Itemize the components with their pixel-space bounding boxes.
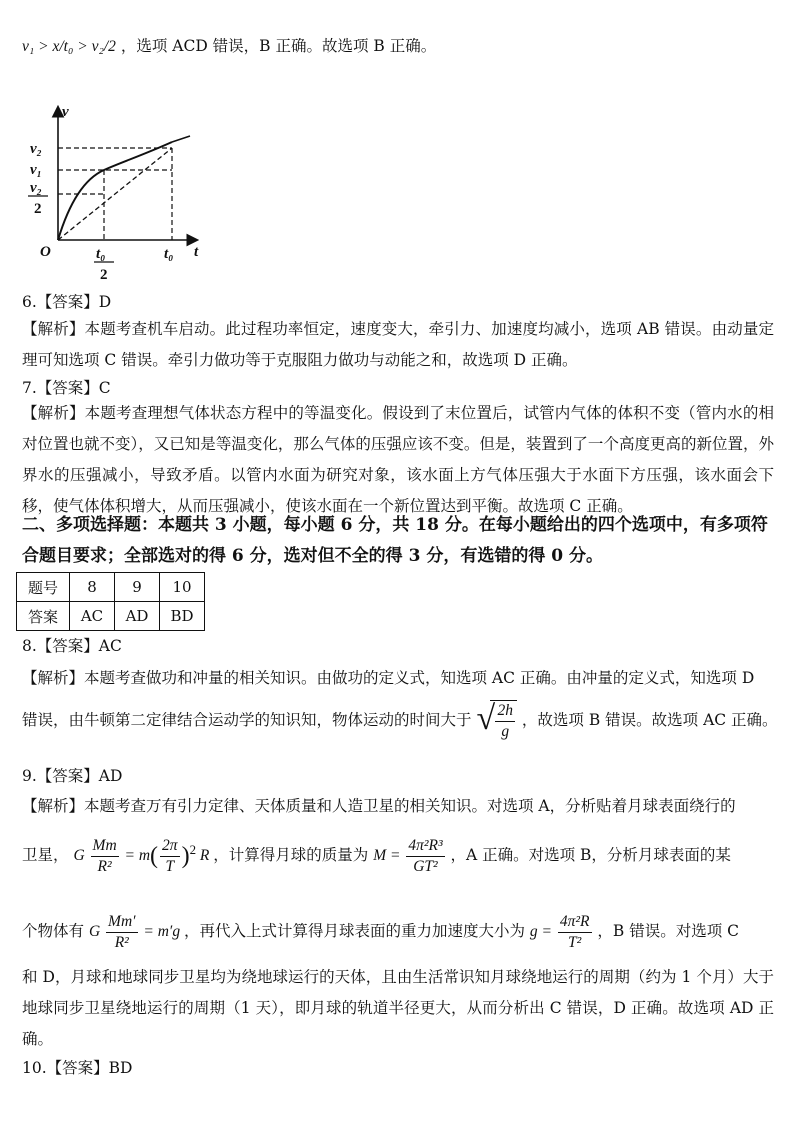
q8-analysis-text-a: 错误，由牛顿第二定律结合运动学的知识知，物体运动的时间大于	[22, 711, 472, 729]
sqrt-expression	[476, 700, 517, 742]
q9-line2-pre: 卫星，	[22, 846, 69, 865]
q6-analysis: 【解析】本题考查机车启动。此过程功率恒定，速度变大，牵引力、加速度均减小，选项 AB 错误。由动量定理可知选项 C 错误。牵引力做功等于克服阻力做功与动能之和，故选项 D 正确。	[22, 320, 774, 369]
q7-analysis: 【解析】本题考查理想气体状态方程中的等温变化。假设到了末位置后，试管内气体的体积不变（管内水的相对位置也就不变），又已知是等温变化，那么气体的压强应该不变。但是，装置到了一个高度更高的新位置，外界水的压强减小，导致矛盾。以管内水面为研究对象，该水面上方气体压强大于水面下方压强，该水面会下移，使气体体积增大，从而压强减小，使该水面在一个新位置达到平衡。故选项 C 正确。	[22, 404, 774, 515]
label-t0: t₀	[164, 246, 174, 262]
table-cell: 8	[70, 573, 115, 602]
q6-answer: 6.【答案】D	[22, 293, 112, 311]
table-cell: AD	[115, 602, 160, 631]
q9-analysis-line1: 【解析】本题考查万有引力定律、天体质量和人造卫星的相关知识。对选项 A，分析贴着月球表面绕行的	[22, 797, 736, 815]
q9-line3-post: ，B 错误。对选项 C	[597, 922, 739, 941]
table-cell: 答案	[17, 602, 70, 631]
extension-line	[172, 136, 190, 142]
table-cell: 9	[115, 573, 160, 602]
label-t-axis: t	[194, 244, 199, 260]
table-row	[17, 573, 205, 602]
q9-line3-mid: ，再代入上式计算得月球表面的重力加速度大小为	[183, 922, 525, 941]
table-cell: 10	[160, 573, 205, 602]
q8-analysis-text-b: ，故选项 B 错误。故选项 AC 正确。	[521, 711, 778, 729]
q9-line3-pre: 个物体有	[22, 922, 85, 941]
table-cell: AC	[70, 602, 115, 631]
q10-answer: 10.【答案】BD	[22, 1059, 133, 1077]
g-equation: g = $\frac{\text{4π²R}}{\text{T²}}$	[529, 913, 590, 951]
label-origin: O	[40, 244, 51, 260]
section2-heading: 二、多项选择题：本题共 3 小题，每小题 6 分，共 18 分。在每小题给出的四个选项中，有多项符合题目要求；全部选对的得 6 分，选对但不全的得 3 分，有选错的得 0 分。	[22, 515, 768, 566]
table-row	[17, 602, 205, 631]
label-half-v2-den: 2	[34, 201, 42, 217]
q9-analysis-line3	[22, 912, 739, 953]
q9-analysis-line2	[22, 836, 731, 877]
q8-analysis-line2	[22, 700, 778, 742]
answer-table	[16, 572, 205, 631]
label-v-axis: v	[62, 104, 69, 120]
mass-equation: M = $\frac{\text{4π²R³}}{\text{GT²}}$	[373, 837, 443, 875]
q7-answer: 7.【答案】C	[22, 379, 111, 397]
label-half-t0-den: 2	[100, 267, 108, 283]
velocity-curve	[58, 142, 172, 240]
table-cell: BD	[160, 602, 205, 631]
q9-line2-mid: ，计算得月球的质量为	[213, 846, 369, 865]
label-half-t0-num: t₀	[96, 246, 106, 262]
q9-answer: 9.【答案】AD	[22, 767, 123, 785]
intro-inequality: v₁ > x/t₀ > v₂/2	[22, 38, 116, 55]
radical-sign: √	[476, 700, 496, 737]
intro-text: ，选项 ACD 错误，B 正确。故选项 B 正确。	[120, 37, 437, 55]
label-v1: v₁	[30, 162, 42, 178]
vt-graph	[18, 100, 208, 290]
label-half-v2-num: v₂	[30, 180, 42, 196]
sqrt-denominator: g	[501, 723, 510, 740]
gravity-equation: G $\frac{Mm}{\text{R²}}$ = m( $\frac{2\pi}{T}$ )$^2$ R	[73, 837, 210, 875]
q8-answer: 8.【答案】AC	[22, 637, 122, 655]
q8-analysis-line1: 【解析】本题考查做功和冲量的相关知识。由做功的定义式，知选项 AC 正确。由冲量的定义式，知选项 D	[22, 669, 755, 687]
label-v2: v₂	[30, 141, 42, 157]
intro-line	[22, 34, 436, 56]
surface-gravity-equation: G $\frac{Mm'}{\text{R²}}$ = m′g	[88, 913, 181, 951]
q9-line2-post: ，A 正确。对选项 B，分析月球表面的某	[450, 846, 731, 865]
table-cell: 题号	[17, 573, 70, 602]
q9-analysis-line4: 和 D，月球和地球同步卫星均为绕地球运行的天体，且由生活常识知月球绕地运行的周期（约为 1 个月）大于地球同步卫星绕地运行的周期（1 天），即月球的轨道半径更大，从而分析出 C 错误，D 正确。故选项 AD 正确。	[22, 968, 774, 1048]
sqrt-numerator: 2h	[495, 701, 515, 722]
